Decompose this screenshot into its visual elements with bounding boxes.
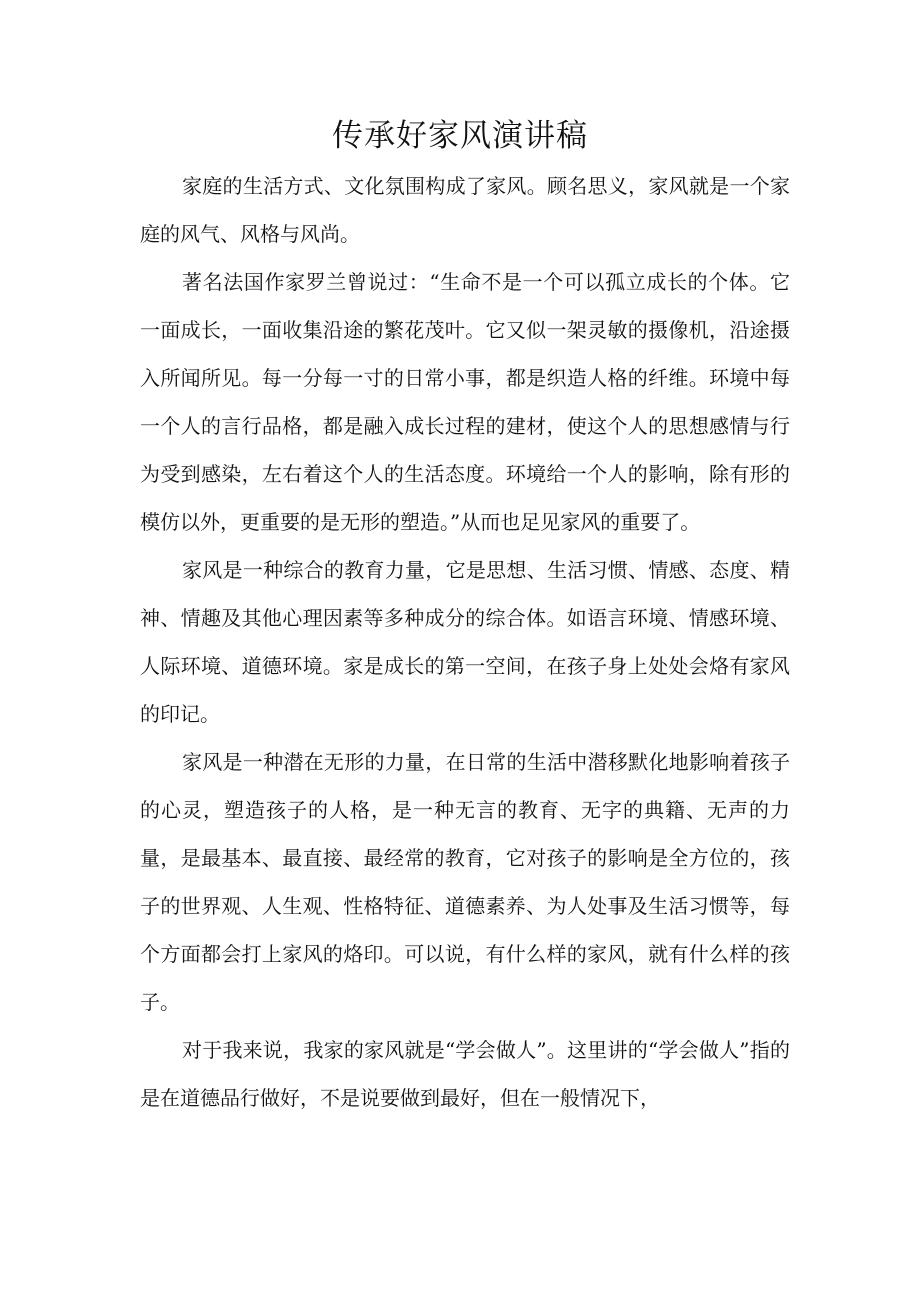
paragraph-2: 著名法国作家罗兰曾说过：“生命不是一个可以孤立成长的个体。它一面成长，一面收集沿途的繁花茂叶。它又似一架灵敏的摄像机，沿途摄入所闻所见。每一分每一寸的日常小事，都是织造人格的纤维。环境中每一个人的言行品格，都是融入成长过程的建材，使这个人的思想感情与行为受到感染，左右着这个人的生活态度。环境给一个人的影响，除有形的模仿以外，更重要的是无形的塑造。”从而也足见家风的重要了。: [140, 270, 790, 534]
document-title: 传承好家风演讲稿: [332, 118, 588, 154]
paragraph-3: 家风是一种综合的教育力量，它是思想、生活习惯、情感、态度、精神、情趣及其他心理因素等多种成分的综合体。如语言环境、情感环境、人际环境、道德环境。家是成长的第一空间，在孩子身上处处会烙有家风的印记。: [140, 558, 790, 726]
paragraph-1: 家庭的生活方式、文化氛围构成了家风。顾名思义，家风就是一个家庭的风气、风格与风尚。: [140, 174, 790, 246]
document-body: [140, 162, 790, 1122]
paragraph-5: 对于我来说，我家的家风就是“学会做人”。这里讲的“学会做人”指的是在道德品行做好，不是说要做到最好，但在一般情况下，: [140, 1038, 790, 1110]
paragraph-4: 家风是一种潜在无形的力量，在日常的生活中潜移默化地影响着孩子的心灵，塑造孩子的人格，是一种无言的教育、无字的典籍、无声的力量，是最基本、最直接、最经常的教育，它对孩子的影响是全方位的，孩子的世界观、人生观、性格特征、道德素养、为人处事及生活习惯等，每个方面都会打上家风的烙印。可以说，有什么样的家风，就有什么样的孩子。: [140, 750, 790, 1014]
